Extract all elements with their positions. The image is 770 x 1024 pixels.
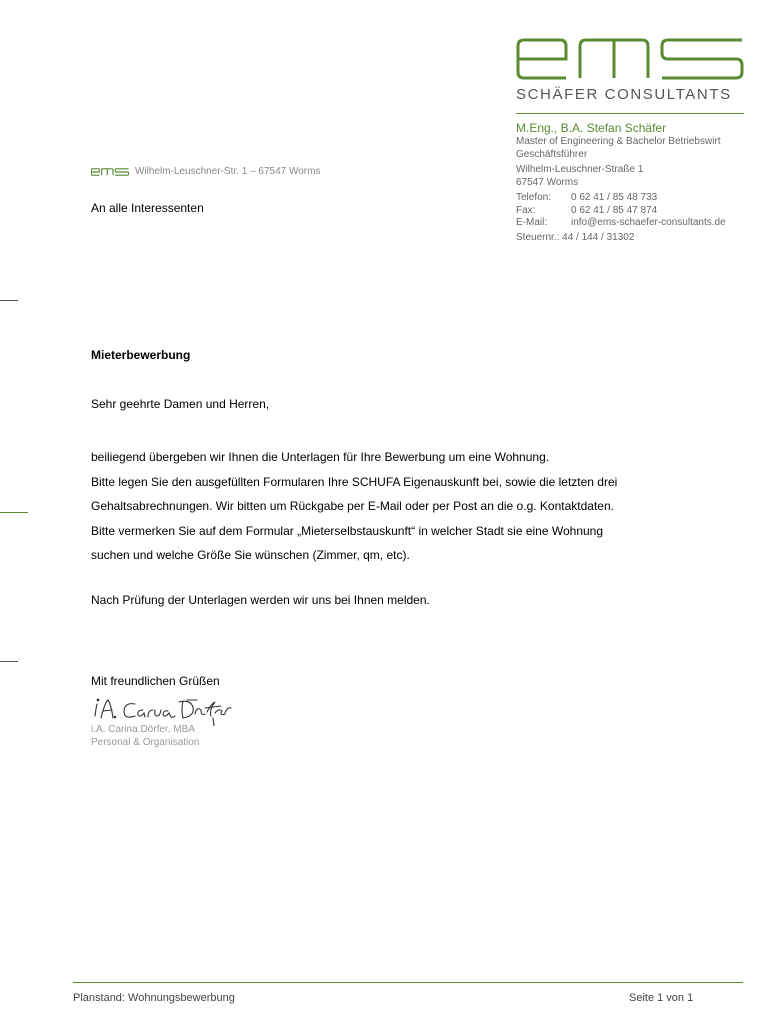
body-line: Bitte vermerken Sie auf dem Formular „Mieterselbstauskunft“ in welcher Stadt sie eine Wohnung <box>91 523 604 538</box>
contact-value: 0 62 41 / 85 47 874 <box>571 204 658 216</box>
closing-note: Nach Prüfung der Unterlagen werden wir uns bei Ihnen melden. <box>91 593 430 607</box>
ems-logo <box>516 38 744 80</box>
body-line: beiliegend übergeben wir Ihnen die Unterlagen für Ihre Bewerbung um eine Wohnung. <box>91 450 550 464</box>
footer-page-number: Seite 1 von 1 <box>629 992 694 1004</box>
contact-label: Fax: <box>516 204 536 216</box>
footer-divider <box>73 982 743 983</box>
sender-role: Geschäftsführer <box>516 148 588 160</box>
letter-subject: Mieterbewerbung <box>91 348 191 362</box>
header-divider <box>516 113 744 114</box>
body-line: Gehaltsabrechnungen. Wir bitten um Rückgabe per E-Mail oder per Post an die o.g. Kontaktdaten. <box>91 499 614 513</box>
sender-name: M.Eng., B.A. Stefan Schäfer <box>516 121 667 135</box>
punch-mark <box>0 512 28 513</box>
recipient: An alle Interessenten <box>91 201 204 215</box>
closing-greeting: Mit freundlichen Grüßen <box>91 674 220 688</box>
footer-document-status: Planstand: Wohnungsbewerbung <box>73 992 235 1004</box>
return-address-text: Wilhelm-Leuschner-Str. 1 – 67547 Worms <box>135 166 321 177</box>
sender-title: Master of Engineering & Bachelor Betriebswirt <box>516 136 721 147</box>
body-line: suchen und welche Größe Sie wünschen (Zimmer, qm, etc). <box>91 548 410 562</box>
fold-mark <box>0 300 18 301</box>
contact-fax <box>516 205 726 218</box>
contact-email-value[interactable]: info@ems-schaefer-consultants.de <box>571 217 726 228</box>
contact-value: 0 62 41 / 85 48 733 <box>571 192 658 203</box>
company-subtitle: SCHÄFER CONSULTANTS <box>516 86 732 103</box>
contact-label: E-Mail: <box>516 217 548 228</box>
signer-name: i.A. Carina Dörfer, MBA <box>91 724 195 735</box>
return-address <box>91 166 320 177</box>
signer-block <box>91 723 199 749</box>
contact-email <box>516 217 726 230</box>
letter-body <box>91 445 617 568</box>
contact-phone <box>516 192 726 205</box>
tax-number: Steuernr.: 44 / 144 / 31302 <box>516 231 635 243</box>
letter-salutation: Sehr geehrte Damen und Herren, <box>91 397 270 411</box>
ems-small-logo <box>91 167 129 177</box>
signer-role: Personal & Organisation <box>91 737 200 748</box>
body-line: Bitte legen Sie den ausgefüllten Formularen Ihre SCHUFA Eigenauskunft bei, sowie die letzten drei <box>91 474 618 489</box>
handwritten-signature <box>91 694 233 726</box>
sender-block <box>516 121 726 244</box>
fold-mark <box>0 661 18 662</box>
sender-street: Wilhelm-Leuschner-Straße 1 <box>516 164 644 175</box>
sender-city: 67547 Worms <box>516 176 579 188</box>
contact-label: Telefon: <box>516 192 552 203</box>
